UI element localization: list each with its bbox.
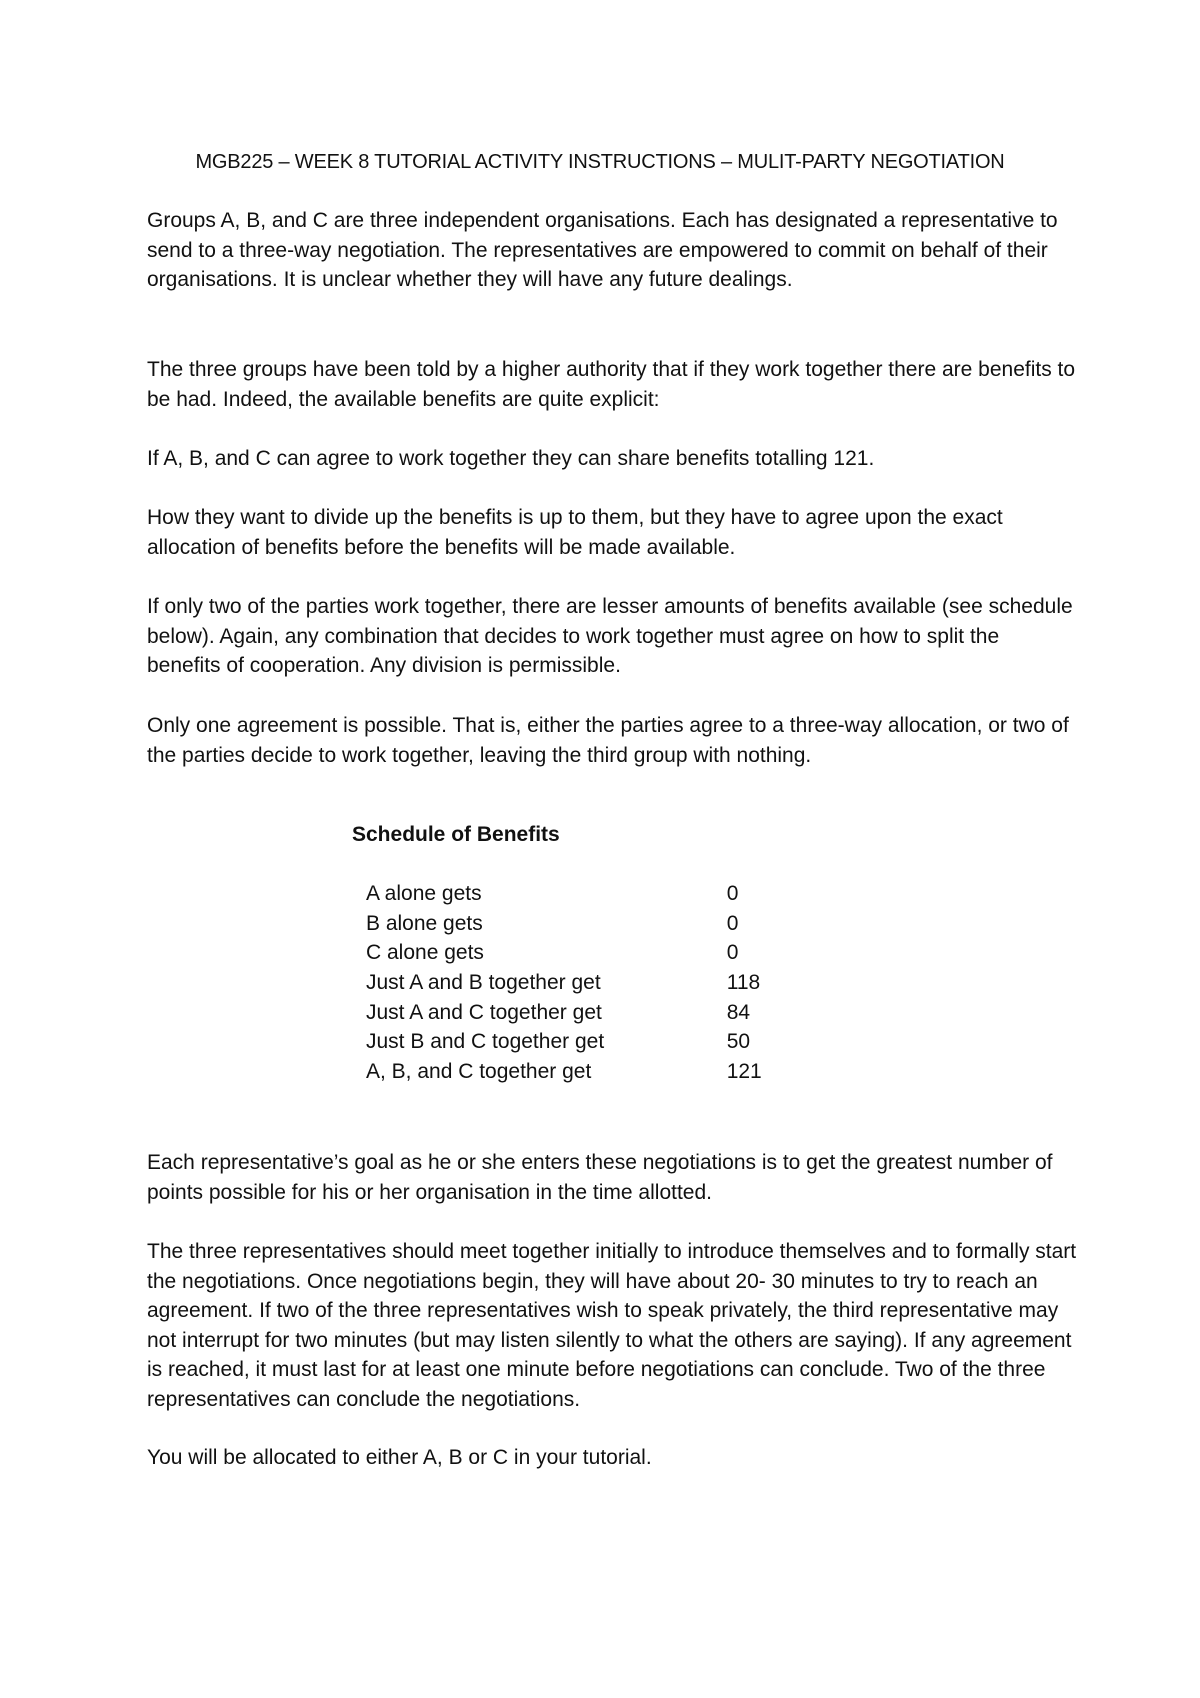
schedule-value: 0	[726, 941, 739, 965]
schedule-row	[366, 968, 786, 998]
schedule-value: 0	[726, 882, 739, 905]
schedule-label: Just A and B together get	[366, 971, 601, 995]
paragraph-intro: Groups A, B, and C are three independent organisations. Each has designated a representative to send to a three-way negotiation. The representatives are empowered to commit on behalf of their organisations. It is unclear whether they will have any future dealings.	[147, 209, 1058, 292]
schedule-value: 84	[726, 1000, 751, 1024]
schedule-label: Just B and C together get	[366, 1030, 605, 1054]
document-title: MGB225 – WEEK 8 TUTORIAL ACTIVITY INSTRUCTIONS – MULIT-PARTY NEGOTIATION	[195, 151, 1005, 173]
schedule-label: A alone gets	[366, 882, 482, 905]
schedule-value: 118	[726, 971, 761, 995]
schedule-label: Just A and C together get	[366, 1000, 602, 1024]
schedule-table	[366, 879, 786, 1087]
schedule-label: B alone gets	[366, 911, 483, 935]
schedule-row	[366, 879, 786, 909]
paragraph-allocation: You will be allocated to either A, B or C in your tutorial.	[147, 1446, 652, 1469]
schedule-label: C alone gets	[366, 941, 484, 965]
paragraph-goal: Each representative’s goal as he or she enters these negotiations is to get the greatest number of points possible for his or her organisation in the time allotted.	[147, 1151, 1053, 1204]
schedule-value: 121	[726, 1060, 762, 1084]
schedule-label: A, B, and C together get	[366, 1060, 592, 1084]
schedule-row	[366, 1057, 786, 1087]
paragraph-two-parties: If only two of the parties work together, there are lesser amounts of benefits available (see schedule below). Again, any combination that decides to work together must agree on how to split the benefits of cooperation. Any division is permissible.	[147, 595, 1073, 678]
schedule-title: Schedule of Benefits	[352, 823, 560, 846]
schedule-row	[366, 998, 786, 1028]
schedule-value: 50	[726, 1030, 751, 1054]
schedule-row	[366, 938, 786, 968]
paragraph-procedure: The three representatives should meet together initially to introduce themselves and to formally start the negotiations. Once negotiations begin, they will have about 20- 30 minutes to try to reach an agreement. If two of the three representatives wish to speak privately, the third representative may not interrupt for two minutes (but may listen silently to what the others are saying). If any agreement is reached, it must last for at least one minute before negotiations can conclude. Two of the three representatives can conclude the negotiations.	[147, 1240, 1077, 1411]
paragraph-one-agreement: Only one agreement is possible. That is, either the parties agree to a three-way allocation, or two of the parties decide to work together, leaving the third group with nothing.	[147, 714, 1069, 767]
schedule-row	[366, 1027, 786, 1057]
schedule-value: 0	[726, 911, 739, 935]
paragraph-total: If A, B, and C can agree to work together they can share benefits totalling 121.	[147, 447, 875, 470]
paragraph-benefits: The three groups have been told by a higher authority that if they work together there are benefits to be had. Indeed, the available benefits are quite explicit:	[147, 358, 1076, 411]
paragraph-division: How they want to divide up the benefits is up to them, but they have to agree upon the exact allocation of benefits before the benefits will be made available.	[147, 506, 1003, 559]
schedule-row	[366, 909, 786, 939]
